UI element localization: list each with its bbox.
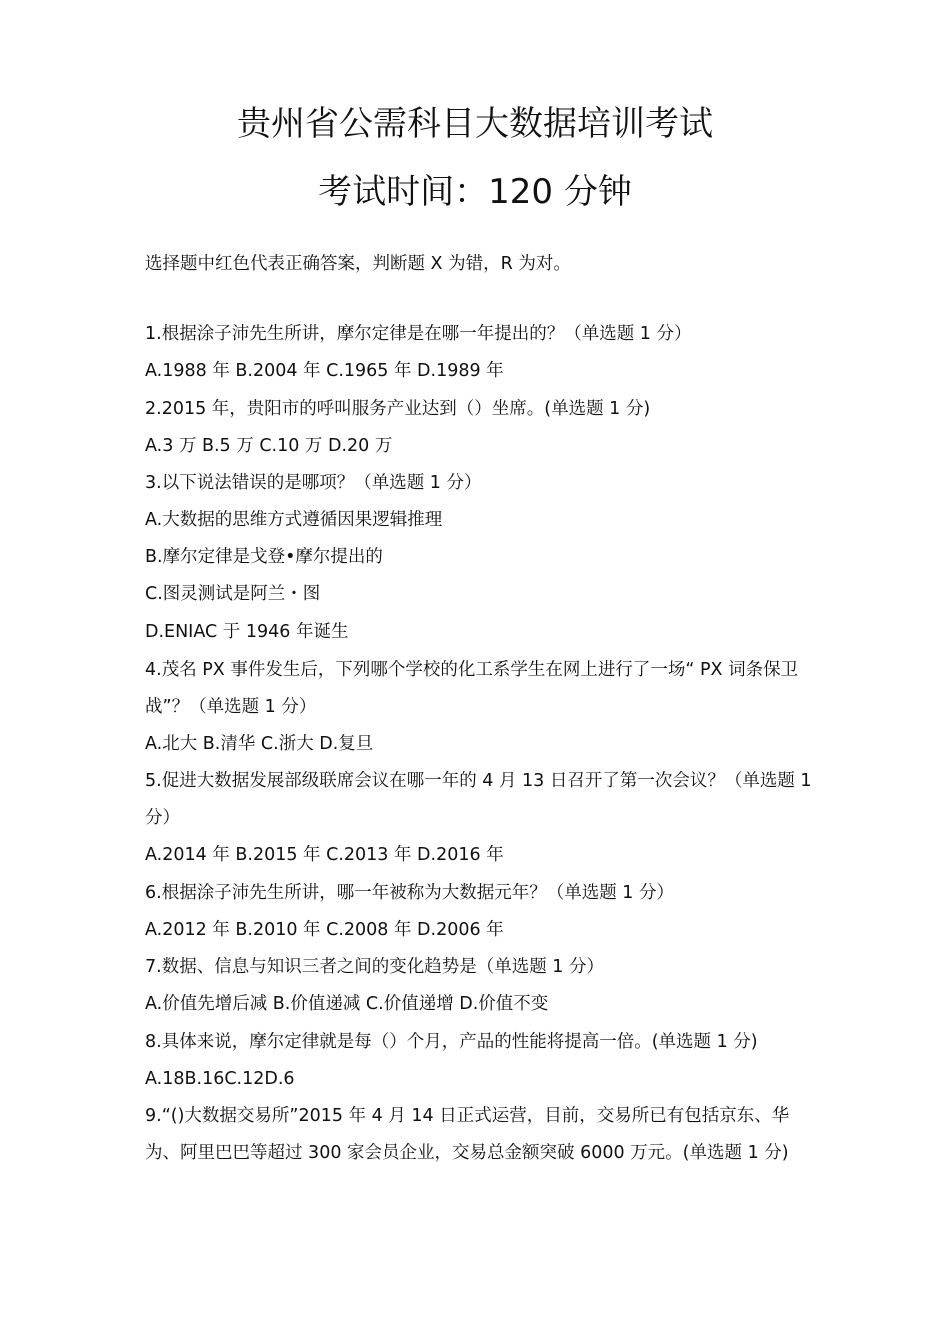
- question-3: 3.以下说法错误的是哪项？（单选题 1 分）: [145, 473, 482, 493]
- question-3-option-d: D.ENIAC 于 1946 年诞生: [145, 622, 349, 642]
- question-8-options: A.18B.16C.12D.6: [145, 1069, 295, 1089]
- question-9: 9.“()大数据交易所”2015 年 4 月 14 日正式运营，目前，交易所已有包括京东、华为、阿里巴巴等超过 300 家会员企业，交易总金额突破 6000 万元。(单选题 1 分): [145, 1106, 790, 1163]
- question-2-options: A.3 万 B.5 万 C.10 万 D.20 万: [145, 436, 393, 456]
- question-6: 6.根据涂子沛先生所讲，哪一年被称为大数据元年？（单选题 1 分）: [145, 883, 674, 903]
- question-5-options: A.2014 年 B.2015 年 C.2013 年 D.2016 年: [145, 845, 504, 865]
- question-7: 7.数据、信息与知识三者之间的变化趋势是（单选题 1 分）: [145, 957, 604, 977]
- question-4-options: A.北大 B.清华 C.浙大 D.复旦: [145, 734, 374, 754]
- exam-duration: 考试时间：120 分钟: [318, 172, 632, 212]
- answer-key-note: 选择题中红色代表正确答案，判断题 X 为错，R 为对。: [145, 254, 571, 274]
- question-5: 5.促进大数据发展部级联席会议在哪一年的 4 月 13 日召开了第一次会议？（单选题 1 分）: [145, 771, 812, 828]
- question-3-option-a: A.大数据的思维方式遵循因果逻辑推理: [145, 510, 443, 530]
- question-4: 4.茂名 PX 事件发生后，下列哪个学校的化工系学生在网上进行了一场“ PX 词条保卫战”？（单选题 1 分）: [145, 660, 799, 717]
- question-2: 2.2015 年，贵阳市的呼叫服务产业达到（）坐席。(单选题 1 分): [145, 399, 651, 419]
- question-3-option-b: B.摩尔定律是戈登•摩尔提出的: [145, 547, 383, 567]
- question-1: 1.根据涂子沛先生所讲，摩尔定律是在哪一年提出的？（单选题 1 分）: [145, 324, 692, 344]
- exam-title: 贵州省公需科目大数据培训考试: [237, 104, 713, 144]
- question-8: 8.具体来说，摩尔定律就是每（）个月，产品的性能将提高一倍。(单选题 1 分): [145, 1032, 758, 1052]
- question-3-option-c: C.图灵测试是阿兰・图: [145, 584, 321, 604]
- question-6-options: A.2012 年 B.2010 年 C.2008 年 D.2006 年: [145, 920, 504, 940]
- question-1-options: A.1988 年 B.2004 年 C.1965 年 D.1989 年: [145, 361, 504, 381]
- question-7-options: A.价值先增后减 B.价值递减 C.价值递增 D.价值不变: [145, 994, 549, 1014]
